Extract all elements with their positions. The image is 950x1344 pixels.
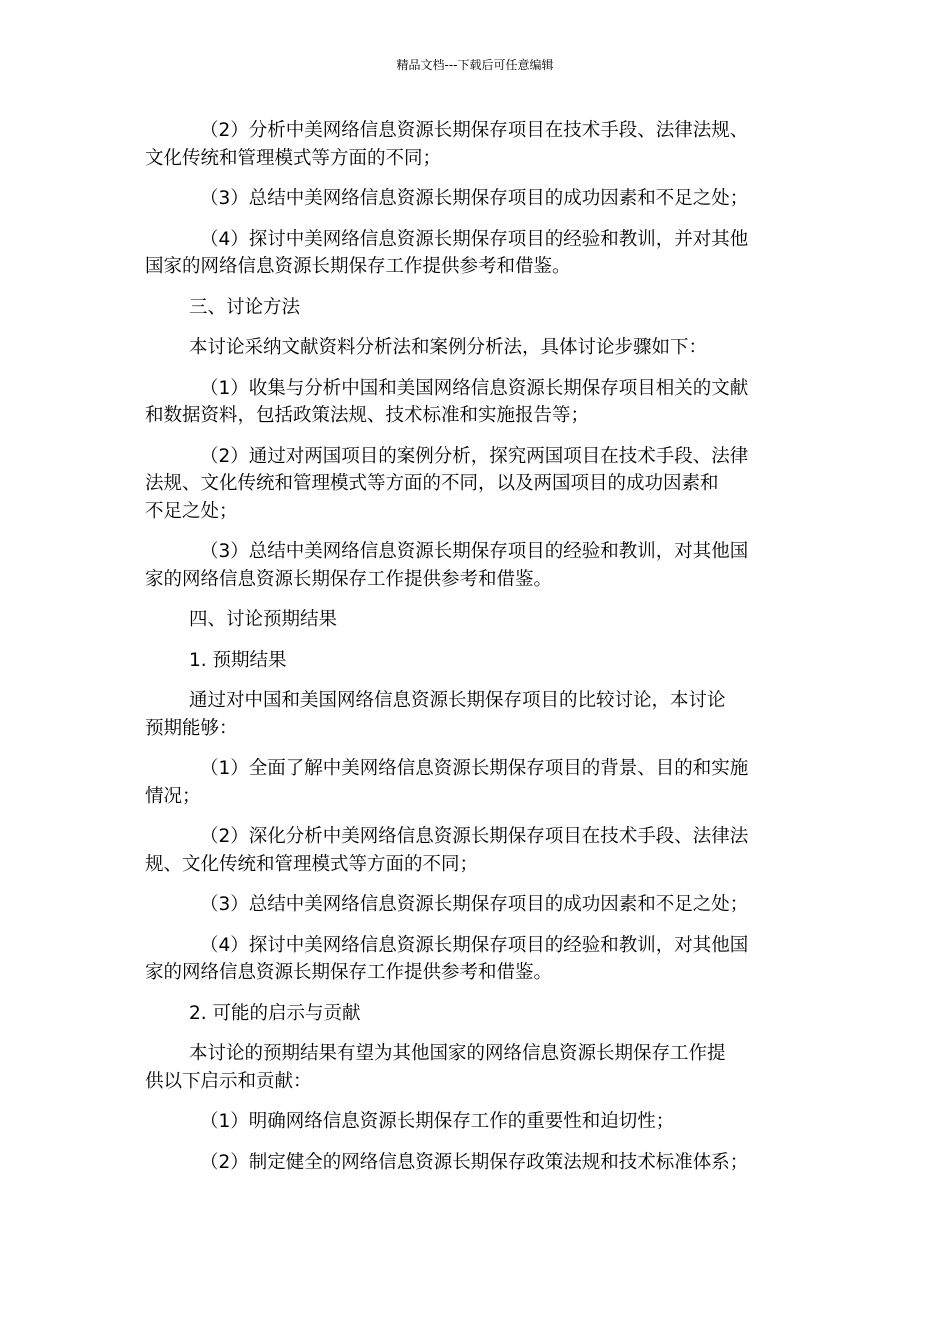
paragraph-gap	[145, 281, 805, 294]
paragraph-gap	[145, 810, 805, 823]
paragraph-line: 和数据资料，包括政策法规、技术标准和实施报告等；	[145, 405, 590, 426]
paragraph-line: 法规、文化传统和管理模式等方面的不同，以及两国项目的成功因素和	[145, 473, 719, 494]
paragraph-line: （4）探讨中美网络信息资源长期保存项目的经验和教训，对其他国	[200, 934, 749, 956]
paragraph	[145, 755, 805, 810]
paragraph-line: 家的网络信息资源长期保存工作提供参考和借鉴。	[145, 962, 553, 983]
paragraph	[145, 294, 805, 322]
paragraph	[145, 226, 805, 281]
paragraph-line: （2）深化分析中美网络信息资源长期保存项目在技术手段、法律法	[200, 826, 749, 847]
paragraph-gap	[145, 674, 805, 687]
paragraph	[145, 117, 805, 172]
paragraph-gap	[145, 213, 805, 226]
paragraph	[145, 1149, 805, 1177]
paragraph-line: （1）收集与分析中国和美国网络信息资源长期保存项目相关的文献	[200, 377, 749, 399]
paragraph-gap	[145, 1027, 805, 1040]
paragraph-line: 三、讨论方法	[189, 296, 301, 318]
paragraph	[145, 334, 805, 362]
paragraph	[145, 1108, 805, 1136]
paragraph-line: 1. 预期结果	[189, 649, 287, 671]
paragraph-line: 本讨论的预期结果有望为其他国家的网络信息资源长期保存工作提	[189, 1043, 726, 1064]
paragraph	[145, 1000, 805, 1028]
paragraph	[145, 443, 805, 526]
paragraph-gap	[145, 878, 805, 891]
paragraph-line: 2. 可能的启示与贡献	[189, 1002, 361, 1024]
paragraph-line: 家的网络信息资源长期保存工作提供参考和借鉴。	[145, 568, 553, 590]
paragraph	[145, 932, 805, 987]
paragraph-gap	[145, 742, 805, 755]
paragraph-line: 规、文化传统和管理模式等方面的不同；	[145, 853, 479, 875]
paragraph-line: （3）总结中美网络信息资源长期保存项目的成功因素和不足之处；	[200, 188, 749, 209]
paragraph-line: 预期能够：	[145, 717, 238, 739]
page-header: 精品文档---下载后可任意编辑	[396, 58, 554, 72]
paragraph	[145, 375, 805, 430]
paragraph-line: （1）全面了解中美网络信息资源长期保存项目的背景、目的和实施	[200, 758, 749, 779]
paragraph-line: （3）总结中美网络信息资源长期保存项目的成功因素和不足之处；	[200, 894, 749, 915]
paragraph-line: （2）通过对两国项目的案例分析，探究两国项目在技术手段、法律	[200, 445, 749, 467]
paragraph-line: 文化传统和管理模式等方面的不同；	[145, 147, 442, 169]
paragraph-gap	[145, 634, 805, 647]
paragraph-line: 四、讨论预期结果	[189, 609, 338, 630]
paragraph-gap	[145, 593, 805, 606]
paragraph-gap	[145, 919, 805, 932]
paragraph-line: 国家的网络信息资源长期保存工作提供参考和借鉴。	[145, 256, 571, 277]
paragraph-gap	[145, 1136, 805, 1149]
paragraph-line: 情况；	[145, 785, 201, 807]
paragraph-gap	[145, 430, 805, 443]
paragraph	[145, 185, 805, 213]
paragraph-line: （2）分析中美网络信息资源长期保存项目在技术手段、法律法规、	[200, 120, 749, 141]
paragraph	[145, 606, 805, 634]
paragraph-gap	[145, 1095, 805, 1108]
paragraph	[145, 647, 805, 675]
paragraph-line: （2）制定健全的网络信息资源长期保存政策法规和技术标准体系；	[200, 1151, 749, 1173]
paragraph-gap	[145, 172, 805, 185]
paragraph-line: 通过对中国和美国网络信息资源长期保存项目的比较讨论，本讨论	[189, 690, 726, 711]
paragraph-line: 不足之处；	[145, 500, 238, 522]
paragraph	[145, 891, 805, 919]
paragraph	[145, 823, 805, 878]
paragraph-gap	[145, 987, 805, 1000]
paragraph-line: 供以下启示和贡献：	[145, 1070, 312, 1092]
paragraph	[145, 1040, 805, 1095]
paragraph-line: （4）探讨中美网络信息资源长期保存项目的经验和教训，并对其他	[200, 228, 749, 250]
paragraph	[145, 538, 805, 593]
paragraph-gap	[145, 525, 805, 538]
paragraph-line: （1）明确网络信息资源长期保存工作的重要性和迫切性；	[200, 1111, 675, 1132]
paragraph-line: （3）总结中美网络信息资源长期保存项目的经验和教训，对其他国	[200, 541, 749, 562]
paragraph	[145, 687, 805, 742]
paragraph-gap	[145, 362, 805, 375]
paragraph-line: 本讨论采纳文献资料分析法和案例分析法，具体讨论步骤如下：	[189, 337, 708, 358]
paragraph-gap	[145, 321, 805, 334]
document-body	[145, 117, 805, 1176]
